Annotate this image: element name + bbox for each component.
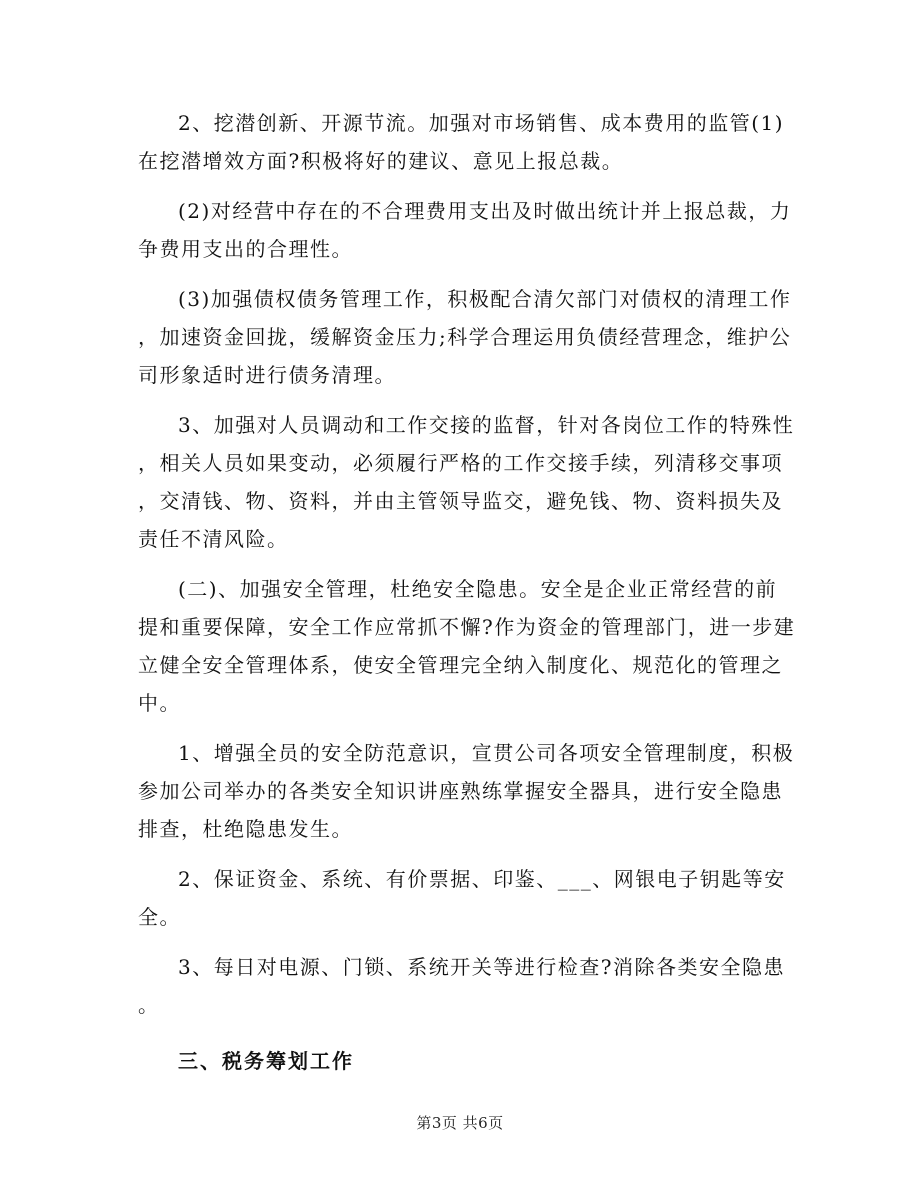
- paragraph-line: (二)、加强安全管理，杜绝安全隐患。安全是企业正常经营的前: [178, 577, 778, 601]
- paragraph-line: 中。: [138, 691, 181, 715]
- paragraph-line: ，加速资金回拢，缓解资金压力;科学合理运用负债经营理念，维护公: [138, 325, 792, 349]
- paragraph-line: ，相关人员如果变动，必须履行严格的工作交接手续，列清移交事项: [138, 451, 783, 475]
- paragraph-line: 1、增强全员的安全防范意识，宣贯公司各项安全管理制度，积极: [178, 741, 795, 765]
- paragraph-line: 排查，杜绝隐患发生。: [138, 817, 353, 841]
- paragraph-line: 3、加强对人员调动和工作交接的监督，针对各岗位工作的特殊性: [178, 413, 795, 437]
- paragraph-line: (3)加强债权债务管理工作，积极配合清欠部门对债权的清理工作: [178, 287, 792, 311]
- page-number-footer: 第3页 共6页: [416, 1114, 504, 1132]
- section-heading: 三、税务筹划工作: [178, 1049, 354, 1073]
- paragraph-7: [138, 860, 798, 936]
- paragraph-line: 争费用支出的合理性。: [138, 237, 353, 261]
- paragraph-line: 参加公司举办的各类安全知识讲座熟练掌握安全器具，进行安全隐患: [138, 779, 783, 803]
- paragraph-3: [138, 280, 798, 394]
- paragraph-line: 责任不清风险。: [138, 527, 289, 551]
- document-body: [138, 104, 798, 1080]
- paragraph-1: [138, 104, 798, 180]
- paragraph-5: [138, 570, 798, 722]
- paragraph-2: [138, 192, 798, 268]
- paragraph-line: 3、每日对电源、门锁、系统开关等进行检查?消除各类安全隐患: [178, 955, 785, 979]
- paragraph-line: 立健全安全管理体系，使安全管理完全纳入制度化、规范化的管理之: [138, 653, 783, 677]
- paragraph-line: 2、挖潜创新、开源节流。加强对市场销售、成本费用的监管(1): [178, 111, 785, 135]
- paragraph-line: 提和重要保障，安全工作应常抓不懈?作为资金的管理部门，进一步建: [138, 615, 796, 639]
- paragraph-line: 在挖潜增效方面?积极将好的建议、意见上报总裁。: [138, 149, 624, 173]
- paragraph-line: 全。: [138, 905, 181, 929]
- paragraph-line: ，交清钱、物、资料，并由主管领导监交，避免钱、物、资料损失及: [138, 489, 783, 513]
- paragraph-line: 2、保证资金、系统、有价票据、印鉴、___、网银电子钥匙等安: [178, 867, 786, 891]
- paragraph-line: (2)对经营中存在的不合理费用支出及时做出统计并上报总裁，力: [178, 199, 792, 223]
- paragraph-line: 司形象适时进行债务清理。: [138, 363, 396, 387]
- paragraph-line: 。: [138, 993, 160, 1017]
- paragraph-8: [138, 948, 798, 1024]
- paragraph-6: [138, 734, 798, 848]
- paragraph-4: [138, 406, 798, 558]
